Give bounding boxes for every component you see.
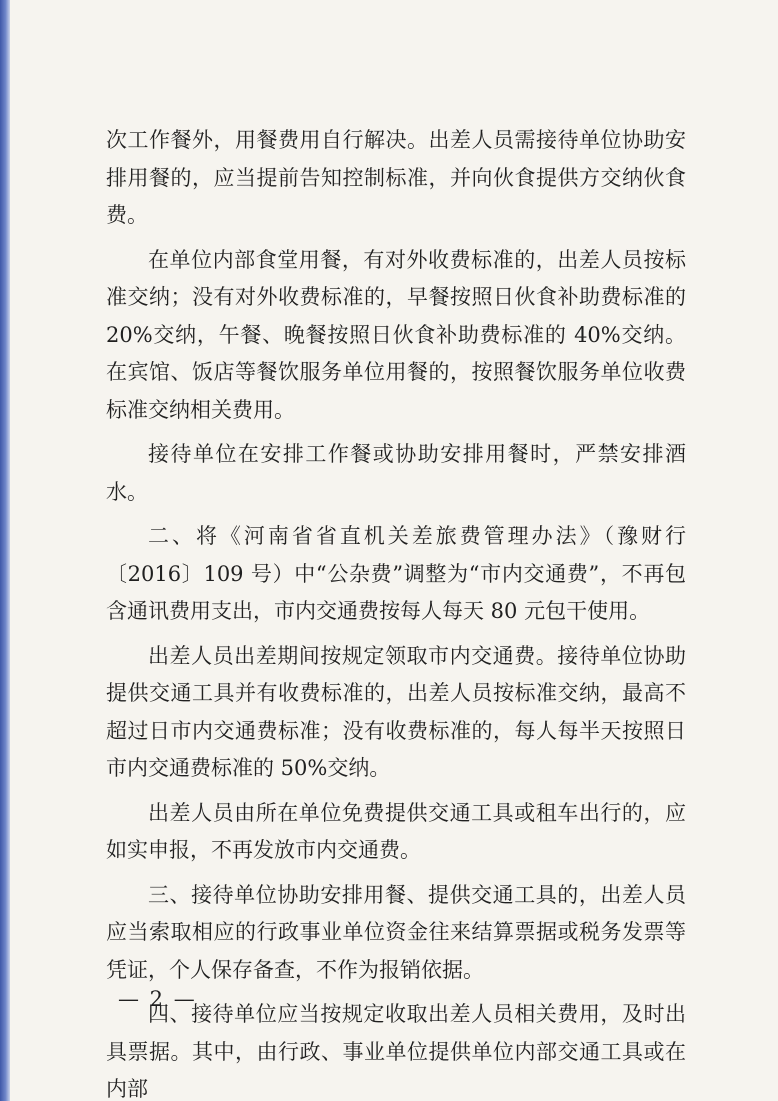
document-body xyxy=(106,122,686,1101)
paragraph-no-alcohol: 接待单位在安排工作餐或协助安排用餐时，严禁安排酒水。 xyxy=(106,442,686,504)
paragraph-free-transport: 出差人员由所在单位免费提供交通工具或租车出行的，应如实申报，不再发放市内交通费。 xyxy=(106,800,686,862)
paragraph-transport-fee: 出差人员出差期间按规定领取市内交通费。接待单位协助提供交通工具并有收费标准的，出差人员按标准交纳，最高不超过日市内交通费标准；没有收费标准的，每人每半天按照日市内交通费标准的 50%交纳。 xyxy=(106,643,686,780)
scan-edge-strip xyxy=(0,0,10,1101)
paragraph-item-four: 四、接待单位应当按规定收取出差人员相关费用，及时出具票据。其中，由行政、事业单位提供单位内部交通工具或在内部 xyxy=(106,1002,686,1101)
page-number: — 2 — xyxy=(118,987,197,1011)
paragraph-item-two: 二、将《河南省省直机关差旅费管理办法》（豫财行〔2016〕109 号）中“公杂费”调整为“市内交通费”，不再包含通讯费用支出，市内交通费按每人每天 80 元包干使用。 xyxy=(106,524,686,623)
paragraph-item-three: 三、接待单位协助安排用餐、提供交通工具的，出差人员应当索取相应的行政事业单位资金往来结算票据或税务发票等凭证，个人保存备查，不作为报销依据。 xyxy=(106,882,686,982)
paragraph-meal-settlement: 次工作餐外，用餐费用自行解决。出差人员需接待单位协助安排用餐的，应当提前告知控制标准，并向伙食提供方交纳伙食费。 xyxy=(106,128,686,227)
paragraph-canteen-fees: 在单位内部食堂用餐，有对外收费标准的，出差人员按标准交纳；没有对外收费标准的，早餐按照日伙食补助费标准的20%交纳，午餐、晚餐按照日伙食补助费标准的 40%交纳。在宾馆、饭店等餐饮服务单位用餐的，按照餐饮服务单位收费标准交纳相关费用。 xyxy=(106,247,686,422)
